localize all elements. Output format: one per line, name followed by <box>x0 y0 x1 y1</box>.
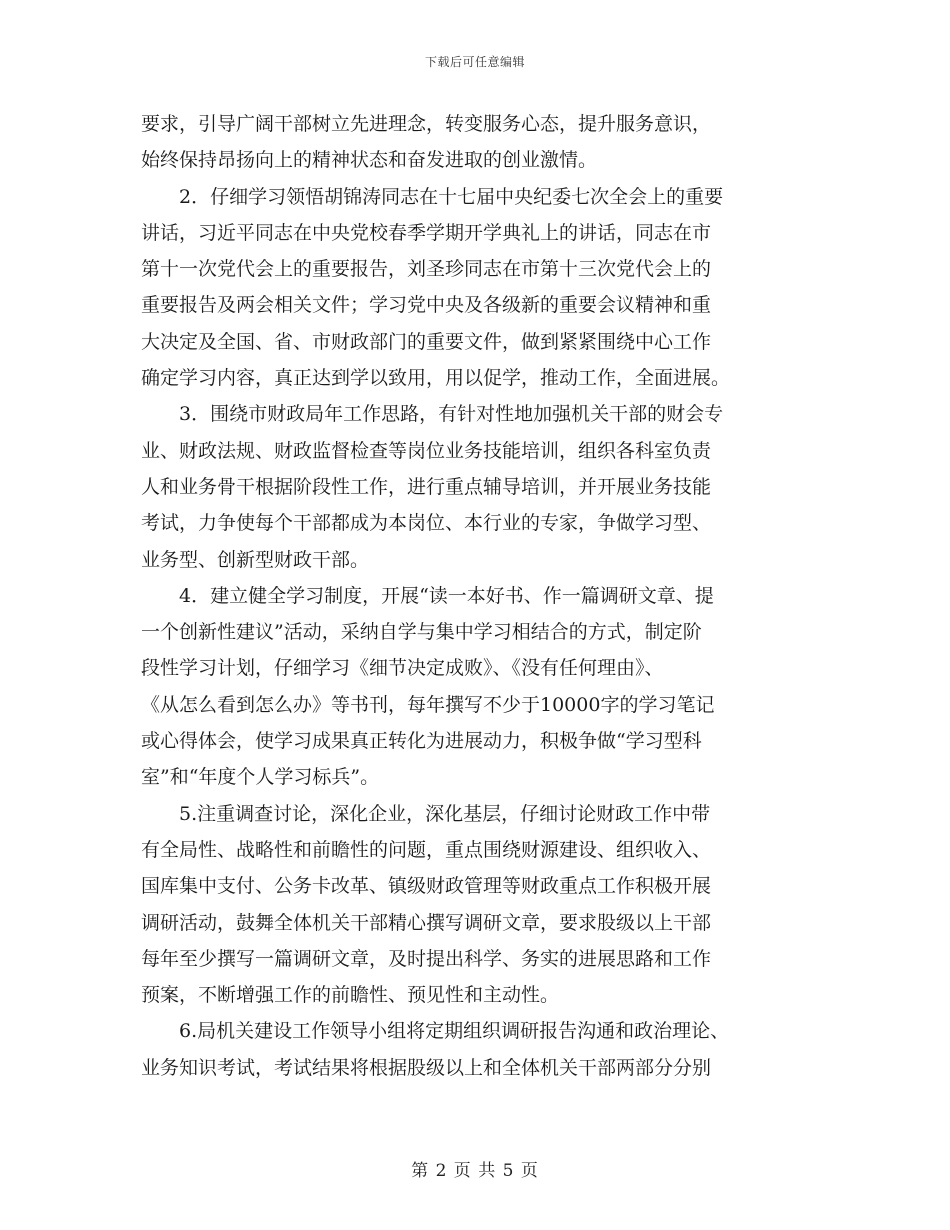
text-line: 讲话，习近平同志在中央党校春季学期开学典礼上的讲话，同志在市 <box>141 221 712 244</box>
text-line: 2．仔细学习领悟胡锦涛同志在十七届中央纪委七次全会上的重要 <box>179 185 724 208</box>
text-line: 《从怎么看到怎么办》等书刊，每年撰写不少于10000字的学习笔记 <box>141 693 715 716</box>
text-line: 5.注重调查讨论，深化企业，深化基层，仔细讨论财政工作中带 <box>179 802 711 825</box>
text-line: 大决定及全国、省、市财政部门的重要文件，做到紧紧围绕中心工作 <box>141 330 712 353</box>
text-line: 或心得体会，使学习成果真正转化为进展动力，积极争做“学习型科 <box>141 730 702 753</box>
paragraph <box>141 1013 811 1086</box>
paragraph <box>141 106 811 179</box>
text-line: 人和业务骨干根据阶段性工作，进行重点辅导培训，并开展业务技能 <box>141 475 712 498</box>
text-line: 一个创新性建议”活动，采纳自学与集中学习相结合的方式，制定阶 <box>141 621 702 644</box>
paragraph <box>141 179 811 397</box>
text-line: 第十一次党代会上的重要报告，刘圣珍同志在市第十三次党代会上的 <box>141 258 712 281</box>
text-line: 考试，力争使每个干部都成为本岗位、本行业的专家，争做学习型、 <box>141 512 712 535</box>
text-line: 重要报告及两会相关文件；学习党中央及各级新的重要会议精神和重 <box>141 294 712 317</box>
text-line: 每年至少撰写一篇调研文章，及时提出科学、务实的进展思路和工作 <box>141 947 712 970</box>
text-line: 3．围绕市财政局年工作思路，有针对性地加强机关干部的财会专 <box>179 403 724 426</box>
text-line: 有全局性、战略性和前瞻性的问题，重点围绕财源建设、组织收入、 <box>141 838 712 861</box>
text-line: 始终保持昂扬向上的精神状态和奋发进取的创业激情。 <box>141 149 598 172</box>
text-line: 4．建立健全学习制度，开展“读一本好书、作一篇调研文章、提 <box>179 584 714 607</box>
paragraph <box>141 396 811 577</box>
text-line: 调研活动，鼓舞全体机关干部精心撰写调研文章，要求股级以上干部 <box>141 911 712 934</box>
page-header: 下载后可任意编辑 <box>424 55 525 69</box>
text-line: 业务知识考试，考试结果将根据股级以上和全体机关干部两部分分别 <box>141 1056 712 1079</box>
text-line: 段性学习计划，仔细学习《细节决定成败》、《没有任何理由》、 <box>141 657 664 680</box>
text-line: 确定学习内容，真正达到学以致用，用以促学，推动工作，全面进展。 <box>141 367 731 390</box>
text-line: 业、财政法规、财政监督检查等岗位业务技能培训，组织各科室负责 <box>141 439 712 462</box>
document-body <box>141 106 811 1086</box>
text-line: 要求，引导广阔干部树立先进理念，转变服务心态，提升服务意识， <box>141 113 712 135</box>
paragraph <box>141 578 811 796</box>
text-line: 国库集中支付、公务卡改革、镇级财政管理等财政重点工作积极开展 <box>141 875 712 898</box>
text-line: 6.局机关建设工作领导小组将定期组织调研报告沟通和政治理论、 <box>179 1020 730 1043</box>
text-line: 业务型、创新型财政干部。 <box>141 548 370 571</box>
page-footer: 第 2 页 共 5 页 <box>411 1161 539 1181</box>
text-line: 室”和“年度个人学习标兵”。 <box>141 766 380 789</box>
paragraph <box>141 796 811 1014</box>
text-line: 预案，不断增强工作的前瞻性、预见性和主动性。 <box>141 984 560 1007</box>
